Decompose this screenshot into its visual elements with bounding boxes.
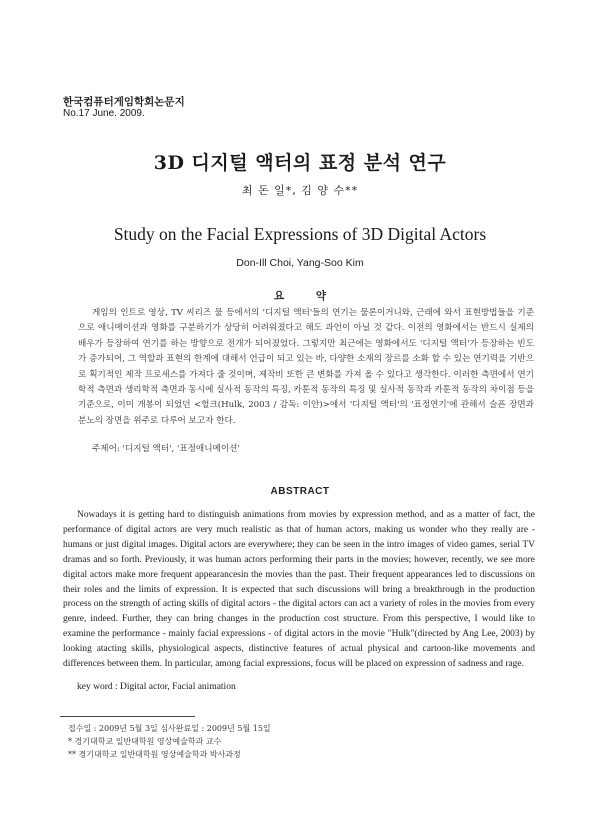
authors-korean: 최 돈 일*, 김 양 수** — [241, 184, 359, 197]
footnote-author-1: * 경기대학교 일반대학원 영상예술학과 교수 — [68, 737, 222, 746]
keywords-english: key word : Digital actor, Facial animation — [77, 682, 236, 692]
footnote-divider — [60, 716, 195, 717]
paper-title-korean: 3D 디지털 액터의 표정 분석 연구 — [153, 152, 447, 174]
journal-header — [63, 96, 185, 120]
keywords-korean: 주제어: '디지털 액터', '표정애니메이션' — [92, 444, 240, 454]
abstract-english-heading: ABSTRACT — [270, 486, 330, 497]
footnote-dates: 접수일 : 2009년 5월 3일 심사완료일 : 2009년 5월 15일 — [68, 724, 271, 733]
footnote-author-2: ** 경기대학교 일반대학원 영상예술학과 박사과정 — [68, 750, 241, 759]
footnotes — [68, 722, 271, 761]
abstract-english-body: Nowadays it is getting hard to distinguish animations from movies by expression method, and as a matter of fact, the performance of digital actors are very much realistic as that of human actors, making us wonder who they really are - humans or just digital images. Digital actors are everywhere; they can be seen in the intro images of video games, serial TV dramas and so forth. Previously, it was human actors performing their parts in the movies; however, recently, we see more digital actors make more frequent appearancesin the movies than the past. Their frequent appearances led to discussions on their roles and the limits of expression. It is expected that such discussions will bring a breakthrough in the production process on the strength of acting skills of digital actors - the digital actors can act a variety of roles in the movies from every genre, indeed. Further, they can bring changes in the production cost structure. From this perspective, I would like to examine the performance - mainly facial expressions - of digital actors in the movie "Hulk"(directed by Ang Lee, 2003) by looking atacting skills, physiological aspects, distinctive features of actual physical and cartoon-like movements and differences between them. In particular, among facial expressions, focus will be placed on expression of sadness and rage. — [63, 510, 535, 670]
paper-title-english: Study on the Facial Expressions of 3D Digital Actors — [113, 224, 487, 244]
journal-issue: No.17 June. 2009. — [63, 108, 145, 119]
abstract-korean-heading: 요 약 — [274, 290, 340, 302]
journal-name: 한국컴퓨터게임학회논문지 — [63, 96, 185, 108]
authors-english: Don-Ill Choi, Yang-Soo Kim — [236, 257, 364, 269]
abstract-korean-body: 게임의 인트로 영상, TV 씨리즈 물 등에서의 '디지털 액터'들의 연기는 물론이거니와, 근래에 와서 표현방법들을 기준으로 애니메이션과 영화를 구분하기가 상당히 어려워졌다고 해도 과언이 아닐 것 같다. 이전의 영화에서는 반드시 실제의 배우가 등장하여 연기를 하는 방향으로 전개가 되어졌었다. 그렇지만 최근에는 영화에서도 '디지털 액터'가 등장하는 빈도가 증가되어, 그 역할과 표현의 한계에 대해서 언급이 되고 있는 바, 다양한 소재의 장르를 소화 할 수 있는 연기력을 기반으로 획기적인 제작 프로세스를 가져다 줄 것이며, 제작비 또한 큰 변화를 가져 올 수 있다고 생각한다. 이러한 측면에서 연기학적 측면과 생리학적 측면과 동시에 실사적 동작의 특징, 카툰적 동작의 특징 및 실사적 동작과 카툰적 동작의 차이점 등을 기준으로, 이미 개봉이 되었던 <헐크(Hulk, 2003 / 감독: 이안)>에서 '디지털 액터'의 '표정연기'에 관해서 슬픈 장면과 분노의 장면을 위주로 다루어 보고자 한다. — [78, 308, 534, 426]
